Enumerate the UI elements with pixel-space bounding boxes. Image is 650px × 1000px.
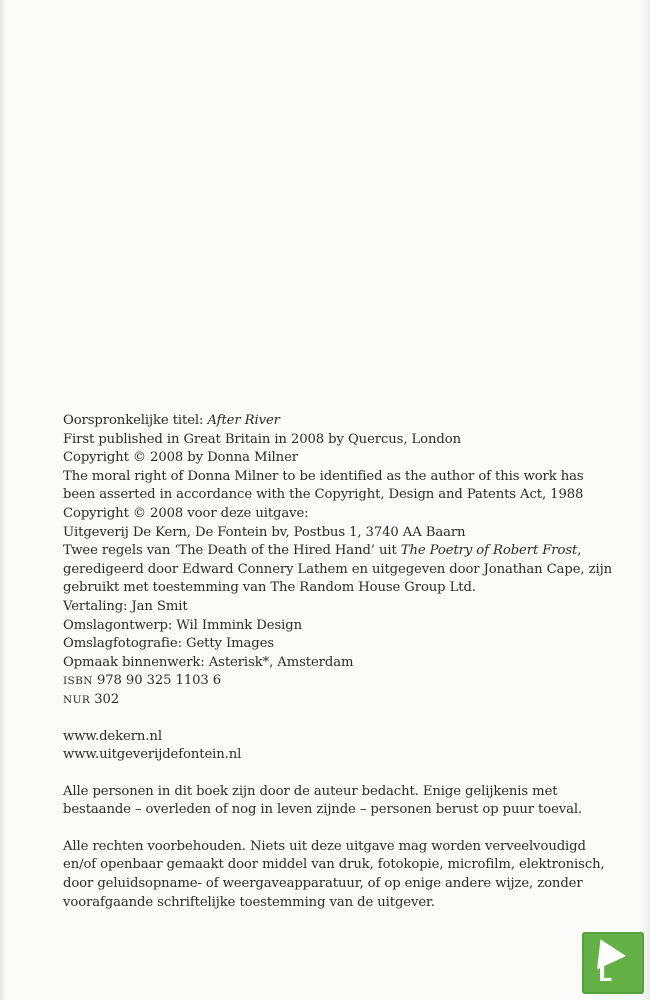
frost-credit-post: , xyxy=(577,543,582,559)
copyright-author-line: Copyright © 2008 by Donna Milner xyxy=(63,450,298,466)
frost-credit-line-2: geredigeerd door Edward Connery Lathem en uitgegeven door Jonathan Cape, zijn xyxy=(63,561,612,577)
cover-photo-line: Omslagfotografie: Getty Images xyxy=(63,636,274,652)
nur-label: NUR xyxy=(63,693,91,706)
rights-line: voorafgaande schriftelijke toestemming van de uitgever. xyxy=(63,894,435,910)
disclaimer-line: Alle personen in dit boek zijn door de auteur bedacht. Enige gelijkenis met xyxy=(63,783,558,799)
disclaimer-line: bestaande – overleden of nog in leven zijnde – personen berust op puur toeval. xyxy=(63,802,583,818)
cover-design-line: Omslagontwerp: Wil Immink Design xyxy=(63,617,302,633)
website-link: www.dekern.nl xyxy=(63,728,162,744)
original-title: After River xyxy=(207,413,280,428)
frost-book-title: The Poetry of Robert Frost xyxy=(400,543,578,559)
isbn-label: ISBN xyxy=(63,675,93,688)
frost-credit-pre: Twee regels van ‘The Death of the Hired Hand’ uit xyxy=(63,543,401,559)
publisher-line: Uitgeverij De Kern, De Fontein bv, Postbus 1, 3740 AA Baarn xyxy=(63,524,466,540)
spacer xyxy=(63,710,623,728)
page-right-edge xyxy=(640,0,650,1000)
first-published-line: First published in Great Britain in 2008 by Quercus, London xyxy=(63,431,461,447)
nur-line xyxy=(63,691,623,710)
rights-line: door geluidsopname- of weergaveapparatuur, of op enige andere wijze, zonder xyxy=(63,876,583,892)
isbn-value: 978 90 325 1103 6 xyxy=(92,673,222,689)
frost-credit-line-1 xyxy=(63,542,623,561)
spacer xyxy=(63,765,623,783)
page-left-edge xyxy=(0,0,6,1000)
rights-line: Alle rechten voorbehouden. Niets uit deze uitgave mag worden verveelvoudigd xyxy=(63,838,586,854)
watermark-logo xyxy=(582,932,644,994)
nur-value: 302 xyxy=(90,691,120,707)
original-title-line xyxy=(63,412,623,431)
frost-credit-line-3: gebruikt met toestemming van The Random House Group Ltd. xyxy=(63,580,476,596)
watermark-letter: L xyxy=(598,962,612,987)
typesetting-line: Opmaak binnenwerk: Asterisk*, Amsterdam xyxy=(63,654,354,670)
spacer xyxy=(63,820,623,838)
translation-line: Vertaling: Jan Smit xyxy=(63,598,188,614)
website-link: www.uitgeverijdefontein.nl xyxy=(63,747,242,763)
colophon-block xyxy=(63,412,623,912)
moral-right-line-1: The moral right of Donna Milner to be identified as the author of this work has xyxy=(63,468,584,484)
isbn-line xyxy=(63,672,623,691)
moral-right-line-2: been asserted in accordance with the Copyright, Design and Patents Act, 1988 xyxy=(63,487,584,503)
copyright-edition-line: Copyright © 2008 voor deze uitgave: xyxy=(63,505,309,521)
rights-line: en/of openbaar gemaakt door middel van druk, fotokopie, microfilm, elektronisch, xyxy=(63,857,605,873)
original-title-label: Oorspronkelijke titel: xyxy=(63,413,208,428)
